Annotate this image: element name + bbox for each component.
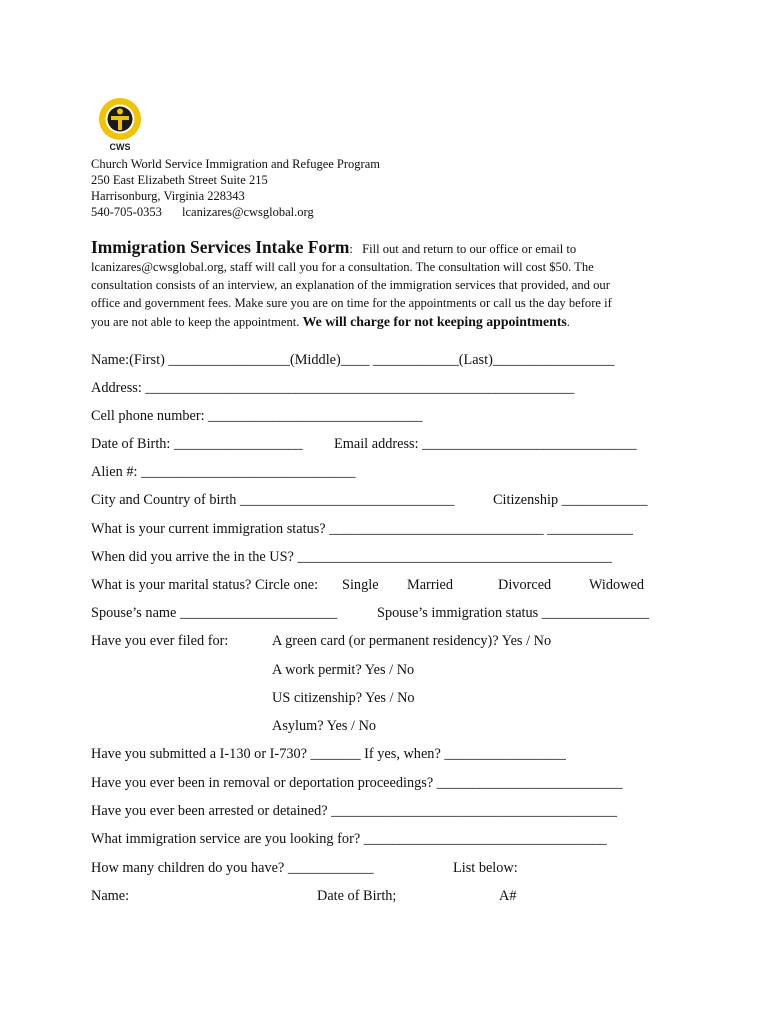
filed-us-citizenship[interactable]: US citizenship? Yes / No — [272, 690, 415, 706]
cws-logo — [95, 96, 145, 152]
email-field[interactable]: Email address: ______________________________ — [334, 436, 637, 452]
cws-logo-mark — [95, 96, 145, 152]
spouse-status-field[interactable]: Spouse’s immigration status _______________ — [377, 605, 650, 621]
arrested-field[interactable]: Have you ever been arrested or detained? ________________________________________ — [91, 803, 618, 819]
form-title-colon: : — [349, 242, 353, 256]
org-city: Harrisonburg, Virginia 228343 — [91, 189, 245, 203]
filed-green-card[interactable]: A green card (or permanent residency)? Yes / No — [272, 633, 552, 649]
child-dob-header: Date of Birth; — [317, 888, 397, 904]
name-field[interactable]: Name:(First) _________________(Middle)____ ____________(Last)_________________ — [91, 352, 615, 368]
birthplace-field[interactable]: City and Country of birth ______________________________ — [91, 492, 455, 508]
filed-work-permit[interactable]: A work permit? Yes / No — [272, 662, 415, 678]
address-field[interactable]: Address: ____________________________________________________________ — [91, 380, 575, 396]
marital-option-widowed[interactable]: Widowed — [589, 577, 645, 593]
intro-line-5 — [91, 314, 570, 330]
marital-status-prompt: What is your marital status? Circle one: — [91, 577, 319, 593]
arrival-date-field[interactable]: When did you arrive the in the US? ____________________________________________ — [91, 549, 612, 565]
org-phone: 540-705-0353 — [91, 205, 162, 219]
intro-line-3: consultation consists of an interview, an explanation of the immigration services that provided, and our — [91, 278, 610, 292]
form-heading — [91, 237, 576, 258]
intro-line-1: Fill out and return to our office or email to — [362, 242, 577, 256]
removal-proceedings-field[interactable]: Have you ever been in removal or deportation proceedings? __________________________ — [91, 775, 623, 791]
cws-logo-text: CWS — [109, 142, 131, 152]
child-name-header: Name: — [91, 888, 130, 904]
org-email: lcanizares@cwsglobal.org — [182, 205, 314, 219]
filed-asylum[interactable]: Asylum? Yes / No — [272, 718, 377, 734]
intro-line-5-prefix: you are not able to keep the appointment. — [91, 315, 303, 329]
filed-for-prompt: Have you ever filed for: — [91, 633, 229, 649]
child-a-number-header: A# — [499, 888, 517, 904]
children-count-field[interactable]: How many children do you have? ____________ — [91, 860, 374, 876]
org-street: 250 East Elizabeth Street Suite 215 — [91, 173, 268, 187]
marital-option-married[interactable]: Married — [407, 577, 454, 593]
intro-line-5-suffix: . — [566, 315, 570, 329]
cell-phone-field[interactable]: Cell phone number: ______________________________ — [91, 408, 423, 424]
i130-field[interactable]: Have you submitted a I-130 or I-730? _______ If yes, when? _________________ — [91, 746, 566, 762]
date-of-birth-field[interactable]: Date of Birth: __________________ — [91, 436, 303, 452]
list-below-label: List below: — [453, 860, 518, 876]
intro-line-4: office and government fees. Make sure you are on time for the appointments or call us the day before if — [91, 296, 612, 310]
marital-option-single[interactable]: Single — [342, 577, 379, 593]
alien-number-field[interactable]: Alien #: ______________________________ — [91, 464, 356, 480]
intro-line-2: lcanizares@cwsglobal.org, staff will call you for a consultation. The consultation will cost $50. The — [91, 260, 594, 274]
immigration-status-field[interactable]: What is your current immigration status? ______________________________ ____________ — [91, 521, 634, 537]
service-sought-field[interactable]: What immigration service are you looking for? __________________________________ — [91, 831, 607, 847]
spouse-name-field[interactable]: Spouse’s name ______________________ — [91, 605, 338, 621]
marital-option-divorced[interactable]: Divorced — [498, 577, 552, 593]
citizenship-field[interactable]: Citizenship ____________ — [493, 492, 648, 508]
intro-no-show-warning: We will charge for not keeping appointments — [302, 314, 567, 329]
org-name: Church World Service Immigration and Refugee Program — [91, 157, 380, 171]
form-title: Immigration Services Intake Form — [91, 237, 350, 257]
